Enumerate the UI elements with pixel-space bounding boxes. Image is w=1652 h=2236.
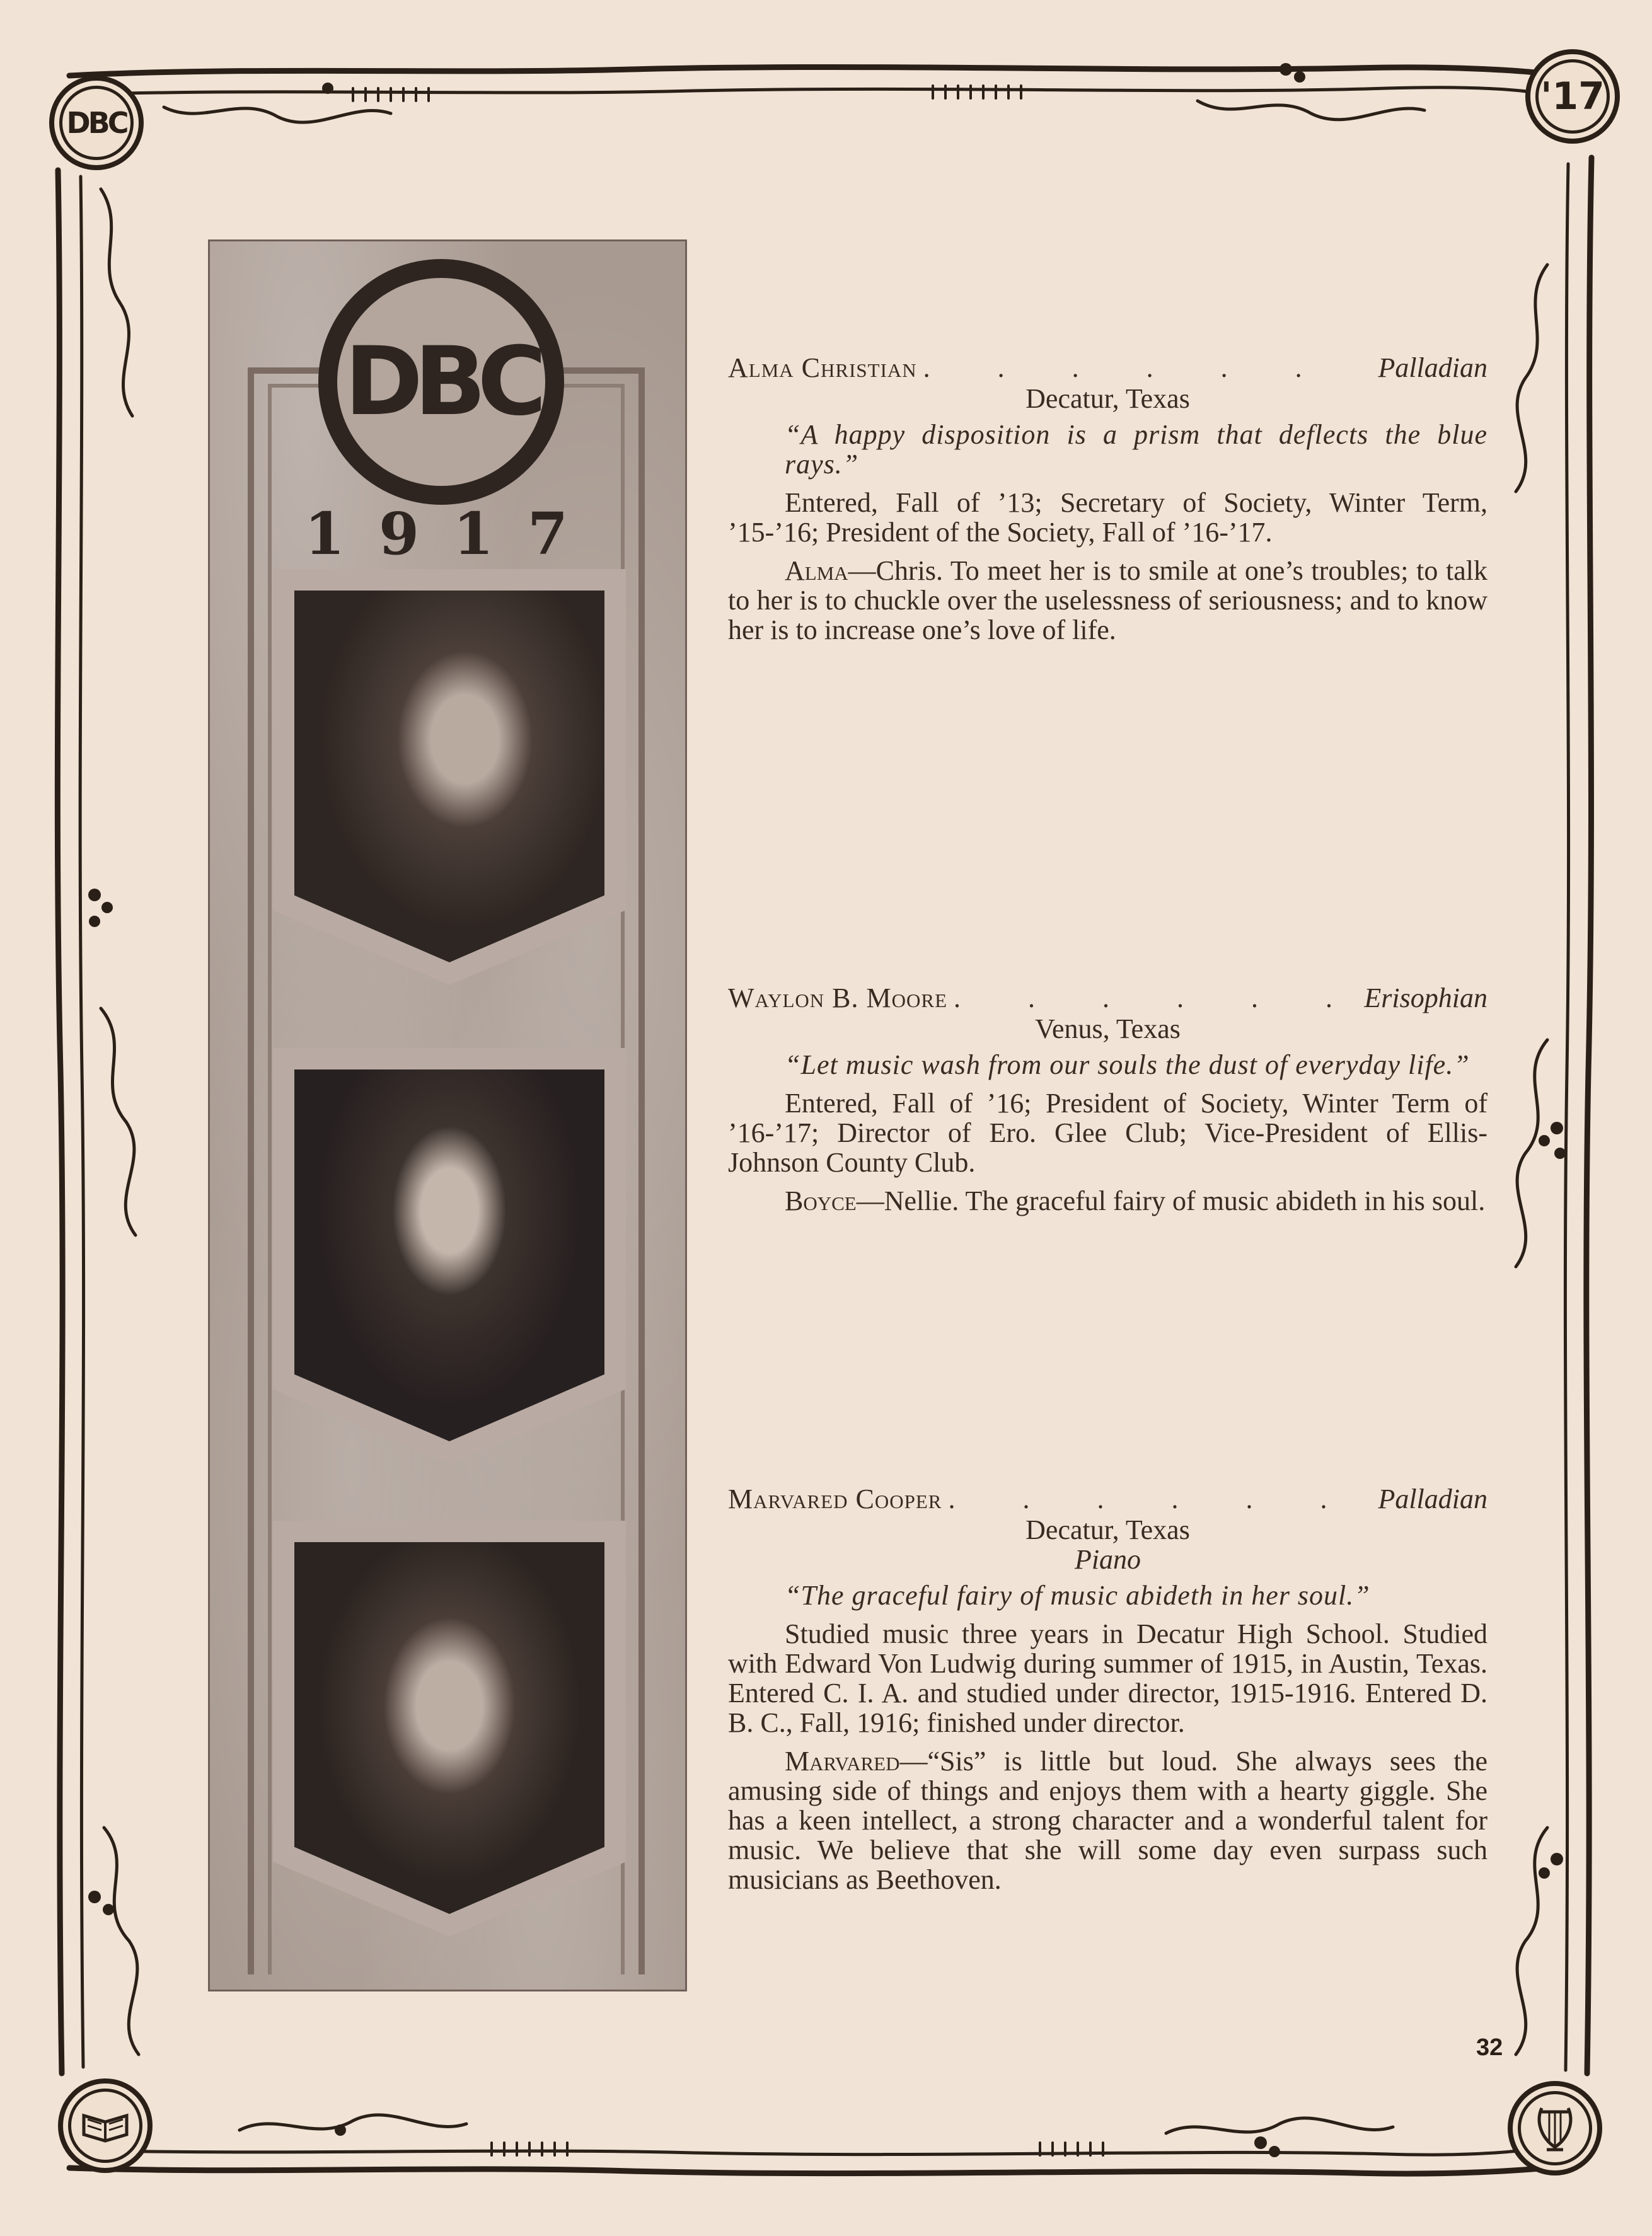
motto-quote: “Let music wash from our souls the dust of everyday life.” (785, 1049, 1470, 1080)
nickname: Alma (785, 555, 848, 586)
portrait-frame-1 (273, 569, 626, 985)
portrait-frame-3 (273, 1521, 626, 1937)
lyre-icon (1518, 2091, 1592, 2165)
corner-medallion-book (58, 2078, 153, 2173)
sketch-text: —“Sis” is little but loud. She always sees the amusing side of things and enjoys them with a hearty giggle. She has a keen intellect, a strong character and a wonderful talent for music. We believe that she will some day even surpass such musicians as Beethoven. (728, 1746, 1487, 1895)
class-year-monogram: '17 (1535, 59, 1610, 134)
sketch-text: —Chris. To meet her is to smile at one’s troubles; to talk to her is to chuckle over the uselessness of seriousness; and to know her is to increase one’s love of life. (728, 555, 1487, 645)
student-entry (728, 1484, 1487, 1894)
page-number: 32 (1476, 2034, 1503, 2061)
entry-header (728, 983, 1487, 1013)
entry-header (728, 1484, 1487, 1514)
hometown: Decatur, Texas (1025, 1514, 1190, 1545)
leader-dots: . . . . . . (948, 1484, 1358, 1514)
society-name: Palladian (1378, 1484, 1487, 1514)
dbc-monogram: DBC (59, 86, 134, 160)
portrait-photo-1 (294, 591, 604, 962)
society-name: Palladian (1378, 352, 1487, 383)
motto-quote: “The graceful fairy of music abideth in her soul.” (785, 1580, 1370, 1611)
corner-medallion-dbc (49, 76, 144, 170)
student-record: Entered, Fall of ’13; Secretary of Society, Winter Term, ’15-’16; President of the Society, Fall of ’16-’17. (728, 487, 1487, 548)
motto-quote: “A happy disposition is a prism that deflects the blue rays.” (785, 419, 1487, 480)
entry-header (728, 353, 1487, 383)
hometown: Venus, Texas (1035, 1013, 1181, 1044)
leader-dots: . . . . . . (954, 983, 1363, 1013)
student-name: Waylon B. Moore (728, 983, 948, 1013)
instrument: Piano (1074, 1544, 1141, 1575)
portrait-photo-3 (294, 1542, 604, 1914)
dbc-seal (318, 259, 564, 505)
student-name: Marvared Cooper (728, 1484, 942, 1514)
student-sketch (728, 1186, 1487, 1216)
nickname: Marvared (785, 1746, 900, 1777)
leader-dots: . . . . . . (923, 352, 1332, 383)
portrait-panel (208, 239, 687, 1991)
student-record: Studied music three years in Decatur High School. Studied with Edward Von Ludwig during summer of 1915, in Austin, Texas. Entered C. I. A. and studied under director, 1915-1916. Entered D. B. C., Fall, 1916; finished under director. (728, 1618, 1487, 1738)
student-record: Entered, Fall of ’16; President of Society, Winter Term of ’16-’17; Director of Ero. Glee Club; Vice-President of Ellis-Johnson County Club. (728, 1088, 1487, 1178)
student-sketch (728, 1746, 1487, 1894)
portrait-photo-2 (294, 1069, 604, 1441)
corner-medallion-lyre (1508, 2081, 1602, 2175)
student-entry (728, 353, 1487, 645)
corner-medallion-year (1525, 49, 1620, 144)
panel-year: 1917 (304, 500, 603, 568)
portrait-frame-2 (273, 1048, 626, 1464)
student-entry (728, 983, 1487, 1216)
book-icon (68, 2089, 142, 2163)
society-name: Erisophian (1364, 983, 1487, 1013)
nickname: Boyce (785, 1185, 857, 1216)
student-sketch (728, 556, 1487, 645)
hometown: Decatur, Texas (1025, 383, 1190, 414)
sketch-text: —Nellie. The graceful fairy of music abideth in his soul. (856, 1185, 1486, 1216)
dbc-seal-monogram: DBC (337, 278, 545, 486)
student-name: Alma Christian (728, 352, 917, 383)
